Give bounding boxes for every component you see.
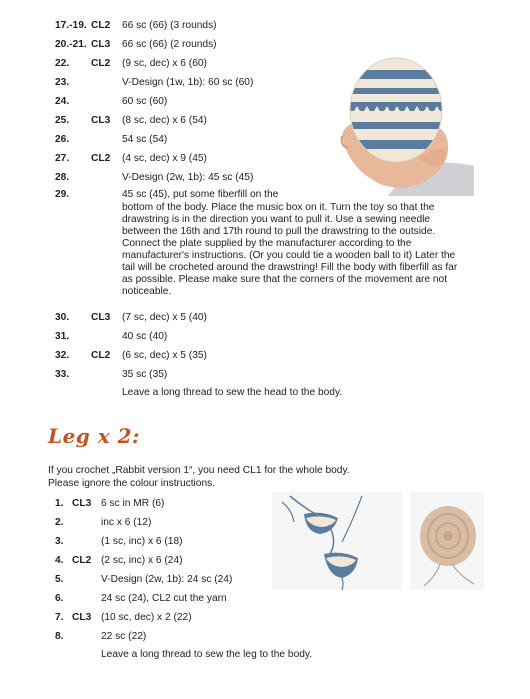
leg-circle-photo <box>410 492 484 590</box>
round-instruction: V-Design (2w, 1b): 24 sc (24) <box>101 574 233 585</box>
intro-line: If you crochet „Rabbit version 1“, you need CL1 for the whole body. <box>48 465 350 476</box>
round-instruction: 66 sc (66) (3 rounds) <box>122 20 217 31</box>
round-instruction: (2 sc, inc) x 6 (24) <box>101 555 183 566</box>
color-code: CL2 <box>91 153 111 164</box>
round-instruction: (7 sc, dec) x 5 (40) <box>122 312 207 323</box>
round-instruction: (9 sc, dec) x 6 (60) <box>122 58 207 69</box>
color-code: CL3 <box>91 115 111 126</box>
paragraph-line: between the 16th and 17th round to pull the drawstring to the outside. <box>122 226 436 237</box>
color-code: CL3 <box>91 312 111 323</box>
round-instruction: (10 sc, dec) x 2 (22) <box>101 612 192 623</box>
round-instruction: 6 sc in MR (6) <box>101 498 165 509</box>
round-instruction: 60 sc (60) <box>122 96 168 107</box>
paragraph-line: Connect the plate supplied by the manufacturer according to the <box>122 238 412 249</box>
round-instruction: (8 sc, dec) x 6 (54) <box>122 115 207 126</box>
leg-pieces-photo <box>272 492 402 590</box>
crochet-head-photo <box>318 18 474 196</box>
color-code: CL3 <box>72 498 92 509</box>
paragraph-line: as possible. Please make sure that the corners of the movement are not <box>122 274 448 285</box>
round-instruction: V-Design (2w, 1b): 45 sc (45) <box>122 172 254 183</box>
round-instruction: inc x 6 (12) <box>101 517 152 528</box>
round-number: 32. <box>55 350 70 361</box>
round-number: 28. <box>55 172 70 183</box>
crochet-legs-image <box>272 492 402 590</box>
round-instruction: 22 sc (22) <box>101 631 147 642</box>
round-instruction: 66 sc (66) (2 rounds) <box>122 39 217 50</box>
round-number: 29. <box>55 189 70 200</box>
round-instruction: 24 sc (24), CL2 cut the yarn <box>101 593 227 604</box>
color-code: CL2 <box>72 555 92 566</box>
crochet-circle-image <box>410 492 484 590</box>
paragraph-line: manufacturer's instructions. (Or you could tie a wooden ball to it) Later the <box>122 250 456 261</box>
round-number: 5. <box>55 574 64 585</box>
round-number: 31. <box>55 331 70 342</box>
color-code: CL2 <box>91 58 111 69</box>
round-instruction: (4 sc, dec) x 9 (45) <box>122 153 207 164</box>
round-number: 4. <box>55 555 64 566</box>
crochet-ball-image <box>318 18 474 196</box>
round-number: 3. <box>55 536 64 547</box>
round-number: 20.-21. <box>55 39 87 50</box>
round-number: 30. <box>55 312 70 323</box>
leg-heading: Leg x 2: <box>48 424 140 448</box>
round-29-paragraph <box>122 202 482 298</box>
head-sew-note: Leave a long thread to sew the head to the body. <box>122 387 343 398</box>
round-instruction: 45 sc (45), put some fiberfill on the <box>122 189 279 200</box>
round-number: 23. <box>55 77 70 88</box>
round-number: 25. <box>55 115 70 126</box>
leg-sew-note: Leave a long thread to sew the leg to the body. <box>101 649 313 660</box>
color-code: CL2 <box>91 20 111 31</box>
round-instruction: 54 sc (54) <box>122 134 168 145</box>
round-number: 6. <box>55 593 64 604</box>
paragraph-line: noticeable. <box>122 286 172 297</box>
round-number: 7. <box>55 612 64 623</box>
round-instruction: 40 sc (40) <box>122 331 168 342</box>
round-number: 26. <box>55 134 70 145</box>
round-instruction: (1 sc, inc) x 6 (18) <box>101 536 183 547</box>
round-instruction: 35 sc (35) <box>122 369 168 380</box>
round-number: 24. <box>55 96 70 107</box>
color-code: CL3 <box>72 612 92 623</box>
round-number: 27. <box>55 153 70 164</box>
round-number: 1. <box>55 498 64 509</box>
leg-intro <box>48 464 350 490</box>
color-code: CL3 <box>91 39 111 50</box>
round-instruction: V-Design (1w, 1b): 60 sc (60) <box>122 77 254 88</box>
paragraph-line: drawstring is in the direction you want to pull it. Use a sewing needle <box>122 214 431 225</box>
intro-line: Please ignore the colour instructions. <box>48 478 216 489</box>
round-number: 33. <box>55 369 70 380</box>
round-number: 8. <box>55 631 64 642</box>
paragraph-line: tail will be crocheted around the drawstring! Fill the body with fiberfill as far <box>122 262 458 273</box>
round-number: 2. <box>55 517 64 528</box>
round-number: 17.-19. <box>55 20 87 31</box>
paragraph-line: bottom of the body. Place the music box on it. Turn the toy so that the <box>122 202 435 213</box>
color-code: CL2 <box>91 350 111 361</box>
round-instruction: (6 sc, dec) x 5 (35) <box>122 350 207 361</box>
round-number: 22. <box>55 58 70 69</box>
